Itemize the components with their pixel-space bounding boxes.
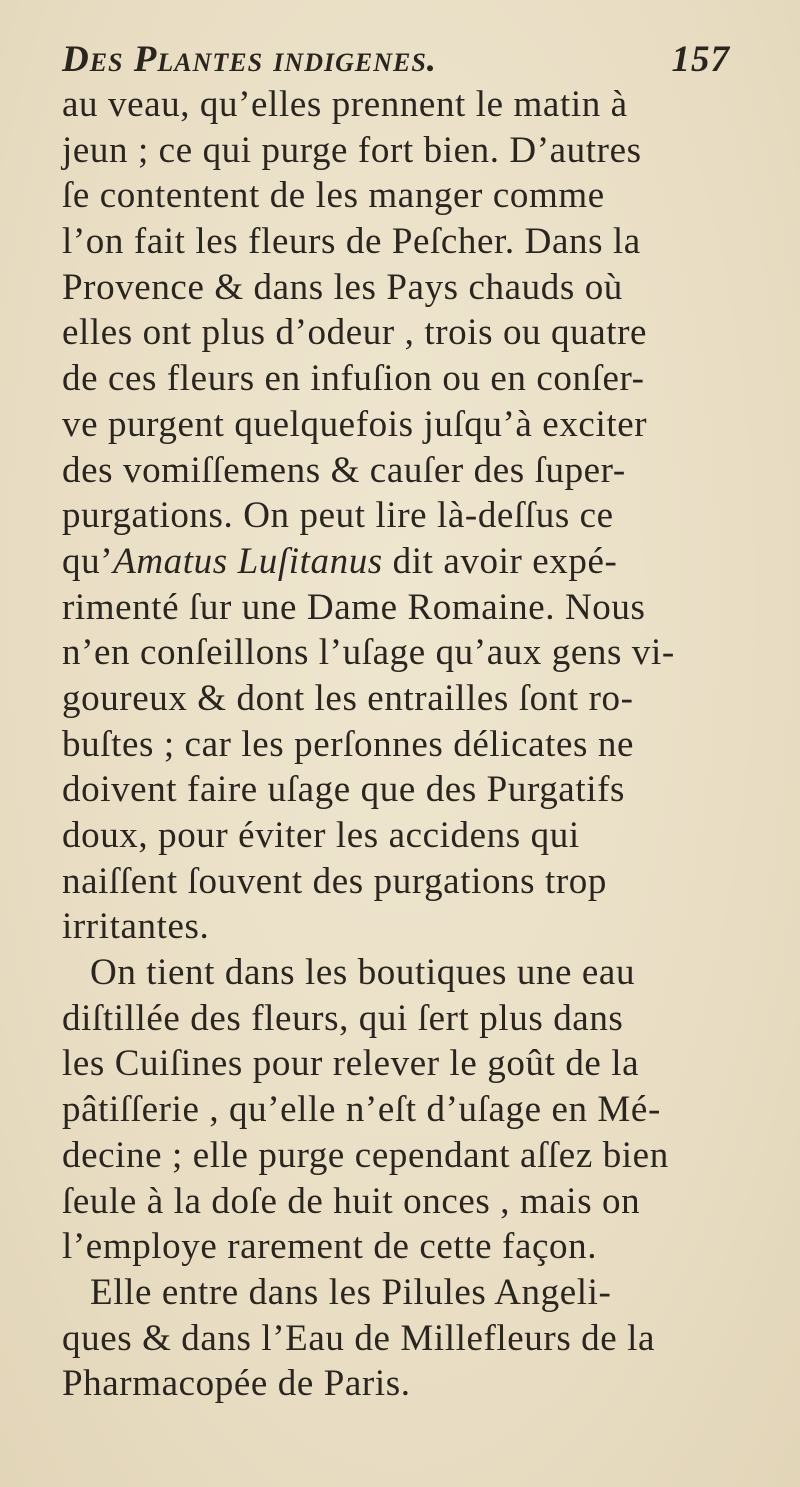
text-line: de ces fleurs en infuſion ou en conſer- bbox=[62, 358, 645, 400]
text-line: l’on fait les fleurs de Peſcher. Dans la bbox=[62, 221, 641, 263]
text-line: rimenté ſur une Dame Romaine. Nous bbox=[62, 586, 646, 628]
text-line: doivent faire uſage que des Purgatifs bbox=[62, 769, 625, 811]
text-line: au veau, qu’elles prennent le matin à bbox=[62, 84, 628, 125]
text-line: jeun ; ce qui purge fort bien. D’autres bbox=[62, 129, 642, 171]
text-line: n’en conſeillons l’uſage qu’aux gens vi- bbox=[62, 632, 675, 674]
text-line: elles ont plus d’odeur , trois ou quatre bbox=[62, 312, 648, 354]
text-line: des vomiſſemens & cauſer des ſuper- bbox=[62, 449, 626, 491]
text-line: irritantes. bbox=[62, 906, 210, 948]
text-fragment: dit avoir expé- bbox=[382, 540, 618, 582]
text-line: purgations. On peut lire là-deſſus ce bbox=[62, 495, 614, 537]
italic-author-name: Amatus Luſitanus bbox=[113, 540, 383, 582]
text-line: les Cuiſines pour relever le goût de la bbox=[62, 1043, 640, 1085]
text-line: doux, pour éviter les accidens qui bbox=[62, 815, 580, 856]
paragraph-start-line: Elle entre dans les Pilules Angeli- bbox=[90, 1271, 612, 1313]
text-line: ſe contentent de les manger comme bbox=[62, 175, 605, 217]
text-line: decine ; elle purge cependant aſſez bien bbox=[62, 1134, 669, 1176]
text-line: naiſſent ſouvent des purgations trop bbox=[62, 860, 608, 902]
text-line: Provence & dans les Pays chauds où bbox=[62, 266, 623, 308]
page-number: 157 bbox=[671, 39, 730, 80]
text-line: l’employe rarement de cette façon. bbox=[62, 1226, 598, 1268]
body-text bbox=[62, 82, 762, 1407]
text-line: pâtiſſerie , qu’elle n’eſt d’uſage en Mé- bbox=[62, 1089, 661, 1131]
text-line bbox=[62, 539, 762, 585]
text-line: goureux & dont les entrailles ſont ro- bbox=[62, 677, 634, 719]
text-line: ve purgent quelquefois juſqu’à exciter bbox=[62, 403, 648, 445]
text-line: diſtillée des fleurs, qui ſert plus dans bbox=[62, 997, 624, 1039]
running-title: Des Plantes indigenes. bbox=[62, 39, 438, 80]
text-line: Pharmacopée de Paris. bbox=[62, 1363, 411, 1405]
text-line: ſeule à la doſe de huit onces , mais on bbox=[62, 1180, 641, 1222]
paragraph-start-line: On tient dans les boutiques une eau bbox=[90, 952, 636, 994]
text-line: ques & dans l’Eau de Millefleurs de la bbox=[62, 1317, 656, 1359]
text-fragment: qu’ bbox=[62, 540, 114, 582]
text-line: buſtes ; car les perſonnes délicates ne bbox=[62, 723, 635, 765]
